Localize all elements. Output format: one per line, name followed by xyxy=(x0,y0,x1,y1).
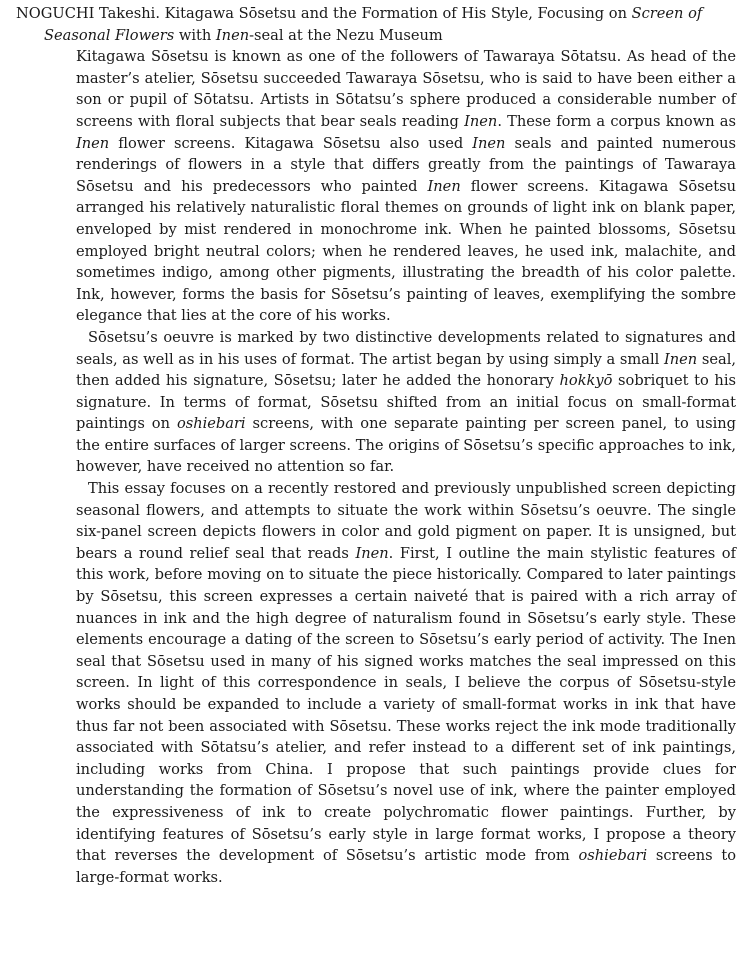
text-run: sobriquet to his signature. In terms of format, Sōsetsu shifted from an initial focus on small-format paintings on xyxy=(76,372,736,433)
text-run: screens, with one separate painting per screen panel, to using the entire surfaces of larger screens. The origins of Sōsetsu’s specific approaches to ink, however, have received no attention so far. xyxy=(76,415,736,476)
paragraph xyxy=(76,327,736,478)
text-run: . These form a corpus known as xyxy=(497,112,736,130)
abstract-body xyxy=(44,46,736,888)
text-run: . First, I outline the main stylistic features of this work, before moving on to situate the piece historically. Compared to later paintings by Sōsetsu, this screen expresses a certain naiveté that is paired with a rich array of nuances in ink and the high degree of naturalism found in Sōsetsu’s early style. These elements encourage a dating of the screen to Sōsetsu’s early period of activity. The Inen seal that Sōsetsu used in many of his signed works matches the seal impressed on this screen. In light of this correspondence in seals, I believe the corpus of Sōsetsu-style works should be expanded to include a variety of small-format works in ink that have thus far not been associated with Sōsetsu. These works reject the ink mode traditionally associated with Sōtatsu’s atelier, and refer instead to a different set of ink paintings, including works from China. I propose that such paintings provide clues for understanding the formation of Sōsetsu’s novel use of ink, where the painter employed the expressiveness of ink to create polychromatic flower paintings. Further, by identifying features of Sōsetsu’s early style in large format works, I propose a theory that reverses the development of Sōsetsu’s artistic mode from xyxy=(76,544,736,865)
title-part: -seal at the Nezu Museum xyxy=(249,26,443,44)
author-name: NOGUCHI Takeshi. xyxy=(16,5,160,22)
italic-term: Inen xyxy=(76,134,110,152)
text-run: This essay focuses on a recently restored and previously unpublished screen depicting seasonal flowers, and attempts to situate the work within Sōsetsu’s oeuvre. The single six-panel screen depicts flowers in color and gold pigment on paper. It is unsigned, but bears a round relief seal that reads xyxy=(76,480,736,562)
italic-term: oshiebari xyxy=(578,847,648,865)
text-run: screens to large-format works. xyxy=(76,847,737,886)
italic-term: Inen xyxy=(472,134,506,152)
italic-term: hokkyō xyxy=(559,372,613,390)
title-part: with xyxy=(174,26,216,44)
title-part: Kitagawa Sōsetsu and the Formation of His Style, Focusing on xyxy=(159,5,632,22)
text-run: seals and painted numerous renderings of flowers in a style that differs greatly from the paintings of Tawaraya Sōsetsu and his predecessors who painted xyxy=(76,134,736,195)
text-run: Kitagawa Sōsetsu is known as one of the followers of Tawaraya Sōtatsu. As head of the master’s atelier, Sōsetsu succeeded Tawaraya Sōsetsu, who is said to have been either a son or pupil of Sōtatsu. Artists in Sōtatsu’s sphere produced a considerable number of screens with floral subjects that bear seals reading xyxy=(76,48,736,130)
text-run: flower screens. Kitagawa Sōsetsu also used xyxy=(109,134,473,152)
text-run: seal, then added his signature, Sōsetsu; later he added the honorary xyxy=(76,350,736,390)
italic-term: oshiebari xyxy=(176,415,246,433)
italic-term: Inen xyxy=(663,350,698,368)
title-italic: Inen xyxy=(215,26,250,44)
paragraph xyxy=(76,478,736,888)
text-run: Sōsetsu’s oeuvre is marked by two distinctive developments related to signatures and seals, as well as in his uses of format. The artist began by using simply a small xyxy=(76,328,736,368)
title-italic: Screen of Seasonal Flowers xyxy=(44,5,703,44)
text-run: flower screens. Kitagawa Sōsetsu arranged his relatively naturalistic floral themes on grounds of light ink on blank paper, enveloped by mist rendered in monochrome ink. When he painted blossoms, Sōsetsu employed bright neutral colors; when he rendered leaves, he used ink, malachite, and sometimes indigo, among other pigments, illustrating the breadth of his color palette. Ink, however, forms the basis for Sōsetsu’s painting of leaves, exemplifying the sombre elegance that lies at the core of his works. xyxy=(76,177,736,325)
article-heading xyxy=(16,3,736,46)
paragraph xyxy=(76,46,736,327)
italic-term: Inen xyxy=(355,544,389,562)
italic-term: Inen xyxy=(464,112,498,130)
italic-term: Inen xyxy=(427,177,461,195)
